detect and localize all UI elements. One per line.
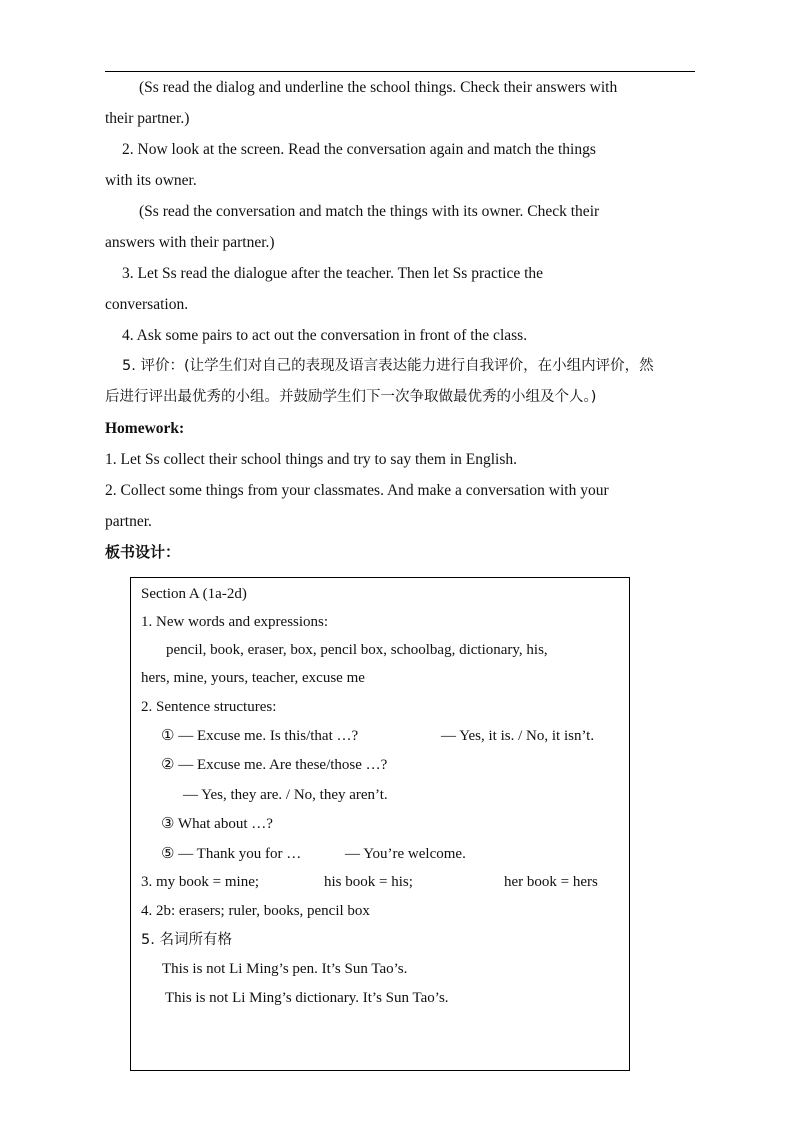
structure-2-answer: — Yes, they are. / No, they aren’t. [183, 787, 388, 803]
homework-item-2-line1: 2. Collect some things from your classmates. And make a conversation with your [105, 482, 609, 499]
step1-note-line2: their partner.) [105, 110, 190, 127]
step5-line2: 后进行评出最优秀的小组。并鼓励学生们下一次争取做最优秀的小组及个人。) [105, 389, 597, 405]
structure-5-answer: — You’re welcome. [345, 846, 466, 862]
words-line2: hers, mine, yours, teacher, excuse me [141, 670, 365, 686]
step2-note-line2: answers with their partner.) [105, 234, 275, 251]
section-title: Section A (1a-2d) [141, 586, 247, 602]
step3-line1: 3. Let Ss read the dialogue after the teacher. Then let Ss practice the [122, 265, 544, 282]
board-design-heading: 板书设计： [105, 543, 181, 561]
homework-item-1: 1. Let Ss collect their school things and try to say them in English. [105, 451, 517, 468]
noun-possessive-heading: 5. 名词所有格 [141, 932, 232, 948]
step2-line1: 2. Now look at the screen. Read the conversation again and match the things [122, 141, 596, 158]
structures-heading: 2. Sentence structures: [141, 699, 277, 715]
step3-line2: conversation. [105, 296, 189, 313]
structure-2-question: ② — Excuse me. Are these/those …? [161, 757, 388, 773]
possessive-1: 3. my book = mine; [141, 874, 260, 890]
possessive-2: his book = his; [324, 874, 413, 890]
structure-1-answer: — Yes, it is. / No, it isn’t. [441, 728, 595, 744]
homework-heading: Homework: [105, 420, 185, 437]
possessive-3: her book = hers [504, 874, 598, 890]
step1-note-line1: (Ss read the dialog and underline the school things. Check their answers with [139, 79, 618, 96]
board-design-box [130, 577, 630, 1071]
structure-5-question: ⑤ — Thank you for … [161, 846, 302, 862]
structure-1-question: ① — Excuse me. Is this/that …? [161, 728, 359, 744]
example-1: This is not Li Ming’s pen. It’s Sun Tao’s. [162, 961, 408, 977]
step5-line1: 5. 评价：(让学生们对自己的表现及语言表达能力进行自我评价，在小组内评价，然 [122, 358, 654, 374]
structure-3: ③ What about …? [161, 816, 273, 832]
step2-note-line1: (Ss read the conversation and match the things with its owner. Check their [139, 203, 600, 220]
item-2b: 4. 2b: erasers; ruler, books, pencil box [141, 903, 370, 919]
words-heading: 1. New words and expressions: [141, 614, 329, 630]
words-line1: pencil, book, eraser, box, pencil box, schoolbag, dictionary, his, [166, 642, 548, 658]
homework-item-2-line2: partner. [105, 513, 152, 530]
step2-line2: with its owner. [105, 172, 197, 189]
example-2: This is not Li Ming’s dictionary. It’s Sun Tao’s. [165, 990, 449, 1006]
step4: 4. Ask some pairs to act out the conversation in front of the class. [122, 327, 528, 344]
